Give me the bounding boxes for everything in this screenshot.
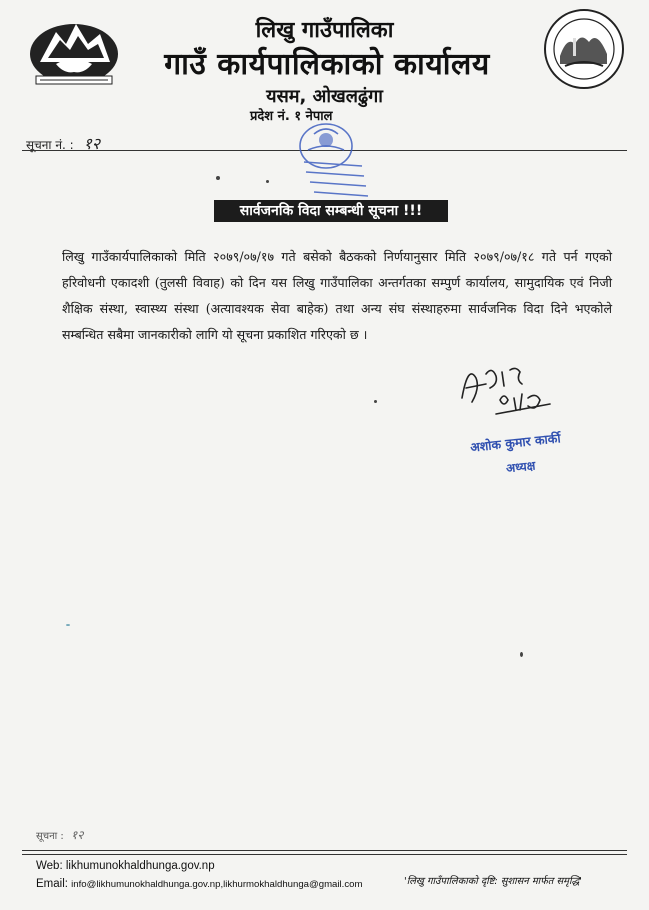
footer-email-link[interactable]: info@likhumunokhaldhunga.gov.np,likhurmokhaldhunga@gmail.com — [71, 879, 363, 890]
notice-body: लिखु गाउँकार्यपालिकाको मिति २०७९/०७/१७ गते बसेको बैठकको निर्णयानुसार मिति २०७९/०७/१८ गते पर्न गएको हरिवोधनी एकादशी (तुलसी विवाह) को दिन यस लिखु गाउँपालिका अन्तर्गतका सम्पुर्ण कार्यालय, सामुदायिक एवं निजी शैक्षिक संस्था, स्वास्थ्य संस्था (अत्यावश्यक सेवा बाहेक) तथा अन्य संघ संस्थाहरुमा सार्वजनिक विदा दिने भएकोले सम्बन्धित सबैमा जानकारीको लागि यो सूचना प्रकाशित गरिएको छ । — [62, 249, 612, 342]
footer-notice-number-value: १२ — [71, 828, 84, 842]
footer-divider — [22, 850, 627, 851]
footer-website-link[interactable]: likhumunokhaldhunga.gov.np — [65, 860, 215, 872]
footer-divider-thin — [22, 854, 627, 855]
scan-speck — [266, 180, 269, 183]
footer-notice-number-label: सूचना : — [36, 831, 64, 842]
signer-name-stamp: अशोक कुमार कार्की — [469, 430, 562, 455]
header-province: प्रदेश नं. १ नेपाल — [250, 109, 333, 124]
footer-motto: 'लिखु गाउँपालिकाको दृष्टि: सुशासन मार्फत समृद्धि' — [404, 876, 582, 887]
footer-website-label: Web: — [36, 860, 63, 872]
office-stamp — [274, 106, 384, 202]
municipality-seal-logo — [543, 8, 625, 90]
header-address: यसम, ओखलढुंगा — [266, 86, 383, 107]
footer-email — [36, 878, 362, 890]
scan-speck — [520, 652, 523, 657]
footer-email-label: Email: — [36, 878, 68, 890]
footer-website — [36, 860, 215, 872]
scan-speck — [374, 400, 377, 403]
signer-title-stamp: अध्यक्ष — [505, 458, 536, 476]
notice-number-value: १२ — [83, 134, 101, 153]
scan-speck — [216, 176, 220, 180]
footer-notice-number — [36, 826, 83, 843]
notice-number-label: सूचना नं. : — [26, 138, 74, 152]
scan-speck — [66, 624, 70, 626]
header-municipality-name: लिखु गाउँपालिका — [255, 18, 394, 43]
handwritten-signature — [456, 358, 566, 424]
header-office-name: गाउँ कार्यपालिकाको कार्यालय — [164, 47, 490, 82]
notice-title: सार्वजनकि विदा सम्बन्धी सूचना !!! — [214, 200, 448, 222]
